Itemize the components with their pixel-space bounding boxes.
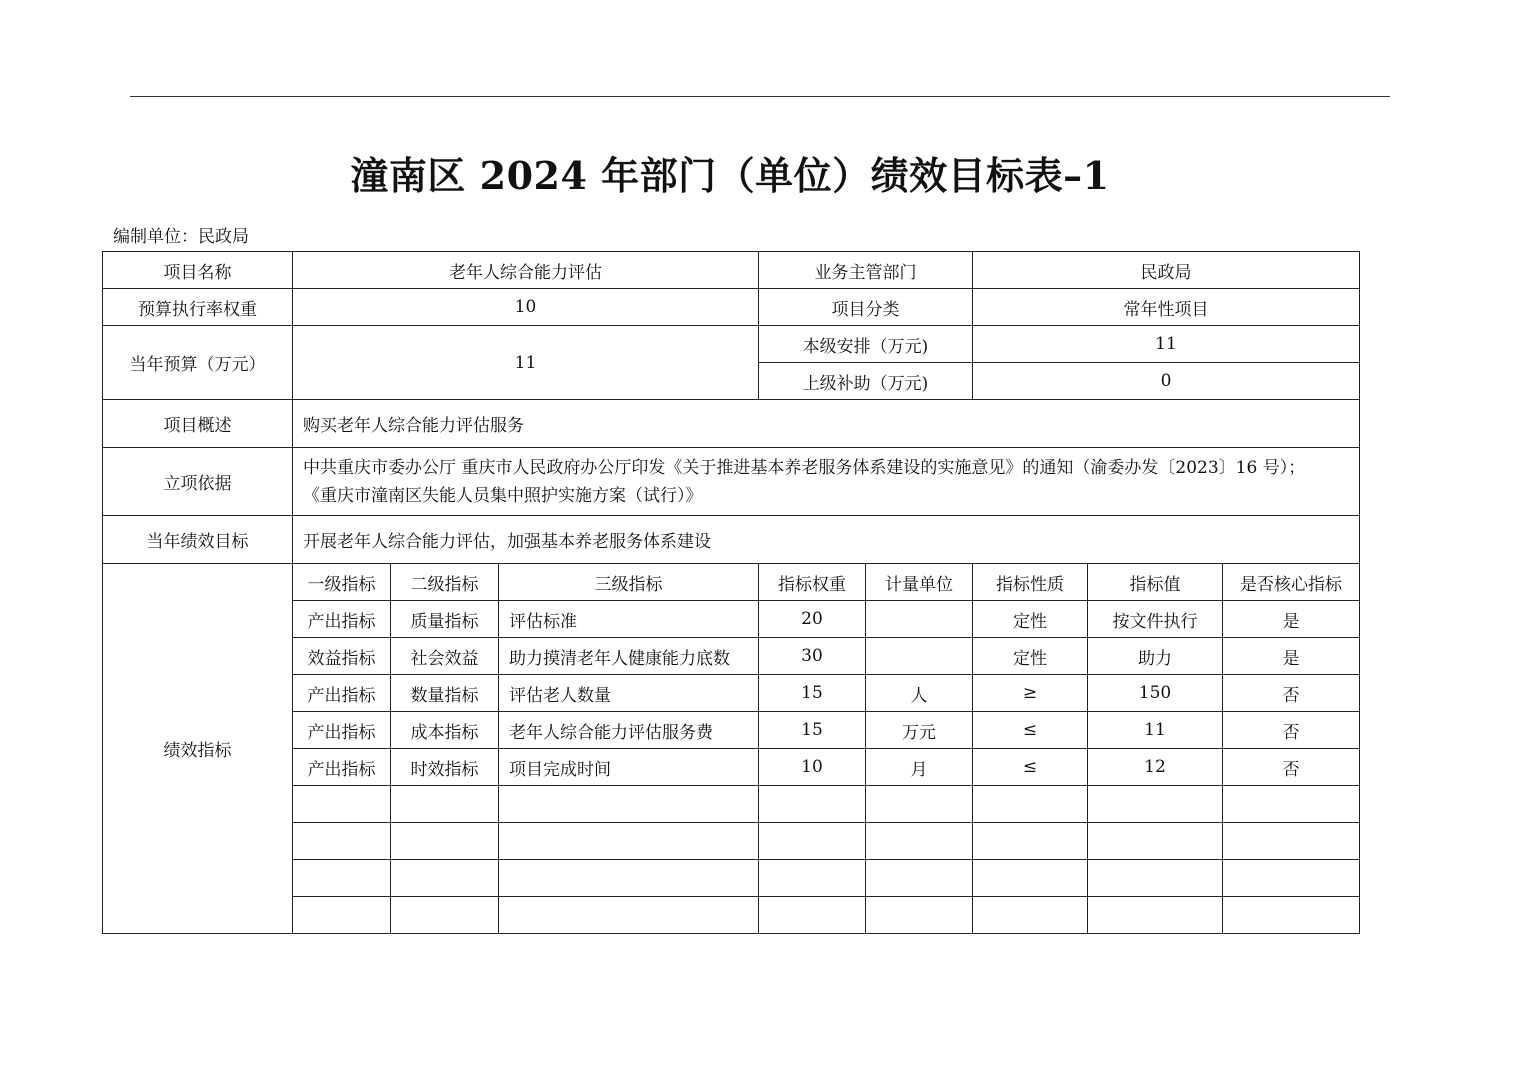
- weight-label: 预算执行率权重: [103, 289, 293, 326]
- header-level3: 三级指标: [499, 564, 759, 601]
- level2-cell: 数量指标: [391, 675, 499, 712]
- value-cell: 12: [1088, 749, 1223, 786]
- header-level1: 一级指标: [293, 564, 391, 601]
- header-rule: [130, 96, 1390, 97]
- header-weight: 指标权重: [759, 564, 866, 601]
- weight-cell: 10: [759, 749, 866, 786]
- budget-value: 11: [293, 326, 759, 400]
- level2-cell: 质量指标: [391, 601, 499, 638]
- project-name-value: 老年人综合能力评估: [293, 252, 759, 289]
- nature-cell: 定性: [973, 638, 1088, 675]
- nature-cell: ≥: [973, 675, 1088, 712]
- superior-label: 上级补助（万元): [759, 363, 973, 400]
- goal-label: 当年绩效目标: [103, 516, 293, 564]
- nature-cell: 定性: [973, 601, 1088, 638]
- level2-cell: 社会效益: [391, 638, 499, 675]
- level1-cell: 产出指标: [293, 749, 391, 786]
- overview-value: 购买老年人综合能力评估服务: [293, 400, 1360, 448]
- page-title: 潼南区 2024 年部门（单位）绩效目标表–1: [350, 153, 1110, 198]
- unit-cell: [866, 601, 973, 638]
- local-label: 本级安排（万元): [759, 326, 973, 363]
- budget-label: 当年预算（万元）: [103, 326, 293, 400]
- nature-cell: ≤: [973, 712, 1088, 749]
- indicator-header-row: [103, 564, 1360, 601]
- basis-line-2: 《重庆市潼南区失能人员集中照护实施方案（试行）》: [303, 485, 703, 506]
- row-project-name: [103, 252, 1360, 289]
- nature-cell: ≤: [973, 749, 1088, 786]
- local-value: 11: [973, 326, 1360, 363]
- header-level2: 二级指标: [391, 564, 499, 601]
- project-name-label: 项目名称: [103, 252, 293, 289]
- level3-cell: 评估标准: [499, 601, 759, 638]
- level1-cell: 产出指标: [293, 712, 391, 749]
- level1-cell: 产出指标: [293, 601, 391, 638]
- value-cell: 助力: [1088, 638, 1223, 675]
- indicators-section-label: 绩效指标: [103, 564, 293, 934]
- row-overview: [103, 400, 1360, 448]
- core-cell: 是: [1223, 638, 1360, 675]
- level3-cell: 项目完成时间: [499, 749, 759, 786]
- weight-cell: 30: [759, 638, 866, 675]
- weight-cell: 15: [759, 712, 866, 749]
- level3-cell: 评估老人数量: [499, 675, 759, 712]
- goal-value: 开展老年人综合能力评估，加强基本养老服务体系建设: [293, 516, 1360, 564]
- dept-label: 业务主管部门: [759, 252, 973, 289]
- category-label: 项目分类: [759, 289, 973, 326]
- basis-value: [293, 448, 1360, 516]
- weight-cell: 15: [759, 675, 866, 712]
- header-core: 是否核心指标: [1223, 564, 1360, 601]
- dept-value: 民政局: [973, 252, 1360, 289]
- weight-cell: 20: [759, 601, 866, 638]
- row-goal: [103, 516, 1360, 564]
- basis-line-1: 中共重庆市委办公厅 重庆市人民政府办公厅印发《关于推进基本养老服务体系建设的实施意见》的通知（渝委办发〔2023〕16 号）；: [303, 457, 1306, 478]
- row-weight: [103, 289, 1360, 326]
- value-cell: 150: [1088, 675, 1223, 712]
- level3-cell: 老年人综合能力评估服务费: [499, 712, 759, 749]
- superior-value: 0: [973, 363, 1360, 400]
- level1-cell: 效益指标: [293, 638, 391, 675]
- unit-cell: 万元: [866, 712, 973, 749]
- core-cell: 否: [1223, 675, 1360, 712]
- value-cell: 11: [1088, 712, 1223, 749]
- core-cell: 否: [1223, 749, 1360, 786]
- row-basis: [103, 448, 1360, 516]
- performance-table: [102, 251, 1360, 934]
- value-cell: 按文件执行: [1088, 601, 1223, 638]
- unit-cell: 月: [866, 749, 973, 786]
- level2-cell: 时效指标: [391, 749, 499, 786]
- header-value: 指标值: [1088, 564, 1223, 601]
- core-cell: 否: [1223, 712, 1360, 749]
- unit-cell: 人: [866, 675, 973, 712]
- overview-label: 项目概述: [103, 400, 293, 448]
- level3-cell: 助力摸清老年人健康能力底数: [499, 638, 759, 675]
- level1-cell: 产出指标: [293, 675, 391, 712]
- header-unit: 计量单位: [866, 564, 973, 601]
- header-nature: 指标性质: [973, 564, 1088, 601]
- org-label: 编制单位：民政局: [113, 227, 249, 247]
- unit-cell: [866, 638, 973, 675]
- core-cell: 是: [1223, 601, 1360, 638]
- category-value: 常年性项目: [973, 289, 1360, 326]
- row-budget-local: [103, 326, 1360, 363]
- weight-value: 10: [293, 289, 759, 326]
- basis-label: 立项依据: [103, 448, 293, 516]
- level2-cell: 成本指标: [391, 712, 499, 749]
